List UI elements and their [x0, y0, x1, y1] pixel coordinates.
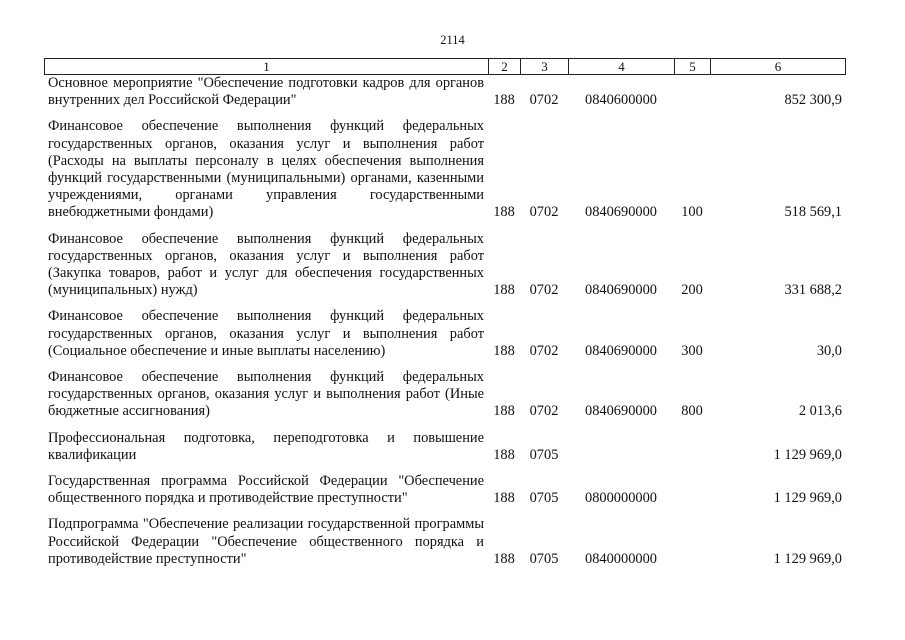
- row-expense-code: 800: [681, 403, 703, 420]
- row-amount: 30,0: [816, 342, 842, 359]
- row-amount: 2 013,6: [798, 403, 842, 420]
- row-amount: 331 688,2: [784, 282, 842, 299]
- row-target-code: 0840600000: [585, 92, 657, 109]
- header-col-3: 3: [520, 59, 568, 74]
- header-col-4: 4: [568, 59, 674, 74]
- header-col-5: 5: [674, 59, 710, 74]
- row-amount: 1 129 969,0: [773, 446, 842, 463]
- row-target-code: 0840690000: [585, 403, 657, 420]
- table-row: [44, 473, 846, 507]
- row-expense-code: 100: [681, 204, 703, 221]
- row-section-code: 0705: [529, 446, 559, 463]
- row-ministry-code: 188: [493, 92, 515, 109]
- header-col-2: 2: [488, 59, 520, 74]
- row-amount: 852 300,9: [784, 92, 842, 109]
- row-section-code: 0705: [529, 490, 559, 507]
- row-description: Профессиональная подготовка, переподготовка и повышение квалификации: [48, 429, 484, 463]
- row-section-code: 0702: [529, 403, 559, 420]
- row-ministry-code: 188: [493, 550, 515, 567]
- page-number: 2114: [440, 33, 465, 47]
- table-row: [44, 430, 846, 464]
- table-row: [44, 231, 846, 300]
- row-description: Финансовое обеспечение выполнения функций федеральных государственных органов, оказания услуг и выполнения работ (Расходы на выплаты персоналу в целях обеспечения выполнения функций государственными (муниципальными) органами, казенными учреждениями, органами управления государственными внебюджетными фондами): [48, 118, 484, 221]
- row-target-code: 0800000000: [585, 490, 657, 507]
- row-amount: 1 129 969,0: [773, 490, 842, 507]
- row-expense-code: 200: [681, 282, 703, 299]
- row-amount: 518 569,1: [784, 204, 842, 221]
- table-row: [44, 118, 846, 221]
- row-section-code: 0705: [529, 550, 559, 567]
- row-target-code: 0840690000: [585, 282, 657, 299]
- row-description: Финансовое обеспечение выполнения функций федеральных государственных органов, оказания услуг и выполнения работ (Социальное обеспечение и иные выплаты населению): [48, 308, 484, 359]
- table-row: [44, 369, 846, 421]
- row-expense-code: 300: [681, 342, 703, 359]
- row-section-code: 0702: [529, 204, 559, 221]
- header-col-6: 6: [710, 59, 846, 74]
- row-description: Финансовое обеспечение выполнения функций федеральных государственных органов, оказания услуг и выполнения работ (Закупка товаров, работ и услуг для обеспечения государственных (муниципальных) нужд): [48, 230, 484, 299]
- row-description: Финансовое обеспечение выполнения функций федеральных государственных органов, оказания услуг и выполнения работ (Иные бюджетные ассигнования): [48, 369, 484, 420]
- row-ministry-code: 188: [493, 403, 515, 420]
- table-row: [44, 308, 846, 360]
- row-target-code: 0840000000: [585, 550, 657, 567]
- budget-table: [44, 58, 846, 568]
- table-row: [44, 516, 846, 568]
- row-target-code: 0840690000: [585, 204, 657, 221]
- row-section-code: 0702: [529, 282, 559, 299]
- row-section-code: 0702: [529, 92, 559, 109]
- row-ministry-code: 188: [493, 282, 515, 299]
- row-section-code: 0702: [529, 342, 559, 359]
- row-target-code: 0840690000: [585, 342, 657, 359]
- row-description: Государственная программа Российской Федерации "Обеспечение общественного порядка и противодействие преступности": [48, 473, 484, 507]
- row-ministry-code: 188: [493, 342, 515, 359]
- table-row: [44, 75, 846, 109]
- table-header: [44, 58, 846, 75]
- row-amount: 1 129 969,0: [773, 550, 842, 567]
- row-description: Основное мероприятие "Обеспечение подготовки кадров для органов внутренних дел Российской Федерации": [48, 75, 484, 109]
- row-ministry-code: 188: [493, 204, 515, 221]
- row-ministry-code: 188: [493, 490, 515, 507]
- header-col-1: 1: [44, 59, 488, 74]
- row-ministry-code: 188: [493, 446, 515, 463]
- row-description: Подпрограмма "Обеспечение реализации государственной программы Российской Федерации "Обеспечение общественного порядка и противодействие преступности": [48, 516, 484, 567]
